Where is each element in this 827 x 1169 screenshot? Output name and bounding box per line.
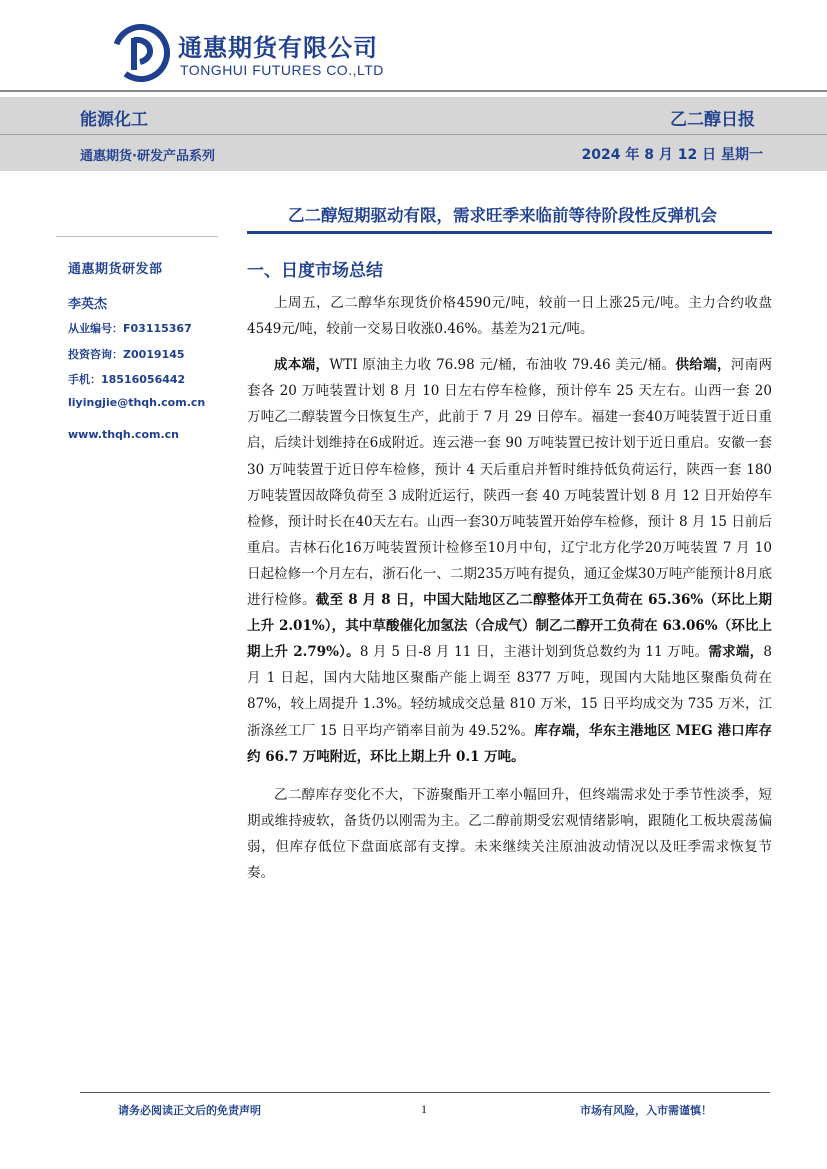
band-divider — [0, 134, 827, 135]
series-label: 通惠期货·研发产品系列 — [80, 149, 215, 164]
sidebar-divider — [56, 236, 218, 237]
footer-divider — [80, 1092, 770, 1093]
company-name-en: TONGHUI FUTURES CO.,LTD — [180, 62, 384, 78]
text-supply: 河南两套各 20 万吨装置计划 8 月 10 日左右停车检修，预计停车 25 天左右。山西一套 20 万吨乙二醇装置今日恢复生产，此前于 7 月 29 日停车。福建一套40万吨装置于近日重启，后续计划维持在6成附近。连云港一套 90 万吨装置已按计划于近日重启。安徽一套 30 万吨装置于近日停车检修，预计 4 天后重启并暂时维持低负荷运行，陕西一套 180 万吨装置因故降负荷至 3 成附近运行，陕西一套 40 万吨装置计划 8 月 12 日开始停车检修，预计时长在40天左右。山西一套30万吨装置开始停车检修，预计 8 月 15 日前后重启。吉林石化16万吨装置预计检修至10月中旬，辽宁北方化学20万吨装置 7 月 10 日起检修一个月左右，浙石化一、二期235万吨有提负，通辽金煤30万吨产能预计8月底进行检修。 — [247, 357, 773, 609]
page-number: 1 — [421, 1102, 427, 1116]
lead-inventory: 库存端， — [534, 722, 589, 739]
text-operating-rate: 截至 8 月 8 日，中国大陆地区乙二醇整体开工负荷在 65.36%（环比上期上升 2.01%），其中草酸催化加氢法（合成气）制乙二醇开工负荷在 63.06%（环比上期上升 2.79%）。 — [247, 592, 772, 661]
email-address[interactable]: liyingjie@thqh.com.cn — [68, 396, 206, 409]
paragraph-fundamentals — [247, 352, 772, 770]
footer-disclaimer: 请务必阅读正文后的免责声明 — [118, 1104, 261, 1117]
phone-number: 手机：18516056442 — [68, 373, 186, 386]
paragraph-price: 上周五，乙二醇华东现货价格4590元/吨，较前一日上涨25元/吨。主力合约收盘4549元/吨，较前一交易日收涨0.46%。基差为21元/吨。 — [247, 295, 772, 338]
report-headline: 乙二醇短期驱动有限，需求旺季来临前等待阶段性反弹机会 — [288, 206, 717, 225]
advisory-number: 投资咨询：Z0019145 — [68, 348, 185, 361]
analyst-name: 李英杰 — [68, 297, 108, 312]
lead-demand: 需求端， — [708, 644, 764, 661]
header-logo — [112, 22, 412, 82]
section-title: 一、日度市场总结 — [247, 261, 383, 281]
header-divider — [0, 90, 827, 92]
report-type-label: 乙二醇日报 — [670, 110, 755, 130]
report-date: 2024 年 8 月 12 日 星期一 — [581, 147, 763, 163]
headline-underline — [247, 231, 772, 234]
text-arrival: 8 月 5 日-8 月 11 日，主港计划到货总数约为 11 万吨。 — [359, 644, 709, 661]
lead-supply: 供给端， — [675, 357, 731, 374]
company-name-cn: 通惠期货有限公司 — [178, 34, 378, 62]
footer-risk-notice: 市场有风险，入市需谨慎！ — [580, 1104, 712, 1117]
text-inventory: 华东主港地区 MEG 港口库存约 66.7 万吨附近，环比上期上升 0.1 万吨。 — [247, 722, 773, 765]
research-dept: 通惠期货研发部 — [68, 262, 163, 277]
report-body — [247, 290, 772, 886]
text-demand: 8 月 1 日起，国内大陆地区聚酯产能上调至 8377 万吨，现国内大陆地区聚酯负荷在 87%，较上周提升 1.3%。轻纺城成交总量 810 万米，15 日平均成交为 735 万米，江浙涤丝工厂 15 日平均产销率目前为 49.52%。 — [247, 644, 772, 739]
paragraph-outlook: 乙二醇库存变化不大，下游聚酯开工率小幅回升，但终端需求处于季节性淡季，短期或维持疲软，备货仍以刚需为主。乙二醇前期受宏观情绪影响，跟随化工板块震荡偏弱，但库存低位下盘面底部有支撑。未来继续关注原油波动情况以及旺季需求恢复节奏。 — [247, 786, 772, 881]
license-number: 从业编号：F03115367 — [68, 322, 192, 335]
report-band — [0, 97, 827, 171]
text-cost: WTI 原油主力收 76.98 元/桶，布油收 79.46 美元/桶。 — [329, 357, 676, 374]
author-sidebar — [68, 258, 218, 441]
lead-cost: 成本端， — [274, 357, 330, 374]
sector-label: 能源化工 — [80, 110, 148, 130]
thqh-logo-icon — [112, 24, 170, 82]
website-link[interactable]: www.thqh.com.cn — [68, 428, 180, 441]
